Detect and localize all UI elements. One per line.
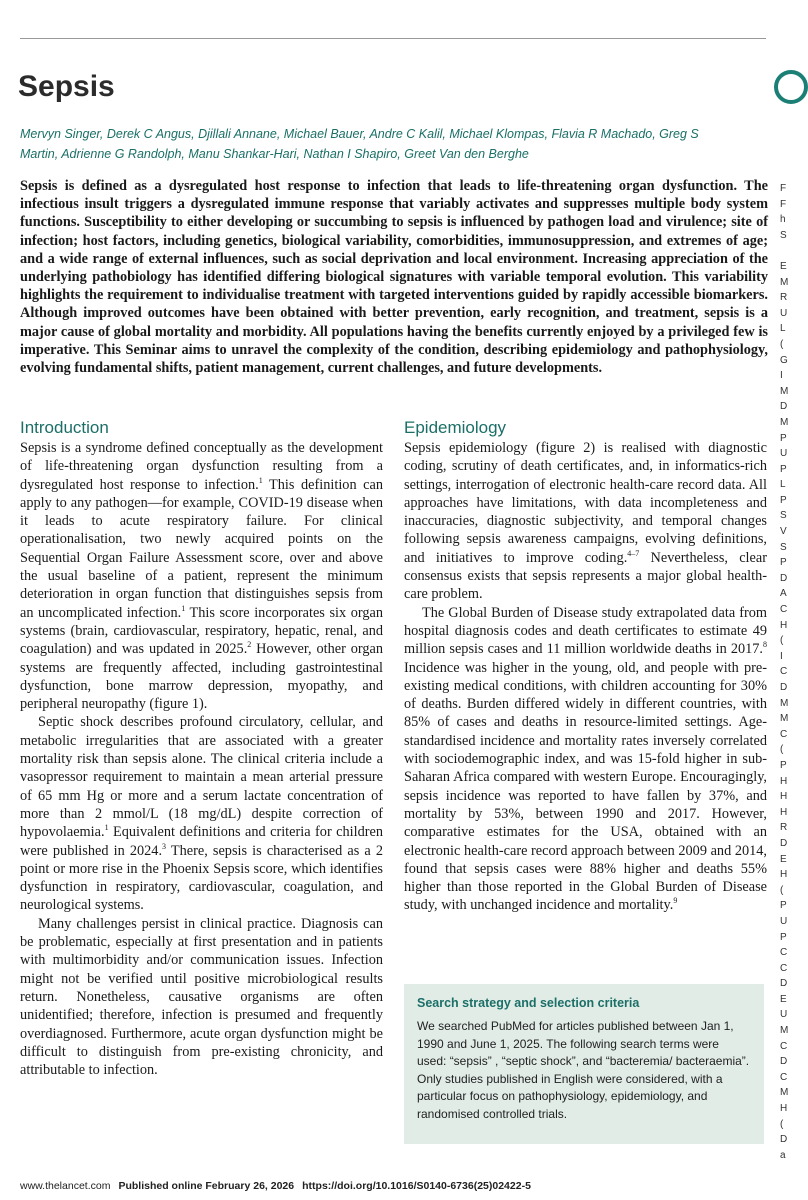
citation-ref[interactable]: 4–7: [627, 549, 640, 559]
margin-letter: V: [780, 526, 787, 538]
margin-column: [780, 181, 788, 1163]
margin-letter: M: [780, 1025, 789, 1037]
margin-letter: a: [780, 1149, 786, 1161]
margin-letter: R: [780, 822, 788, 834]
introduction-paragraph-1: Sepsis is a syndrome defined conceptually as the development of life-threatening organ dysfunction resulting from a dysregulated host response to infection.$^1$ This definition can apply to any pathogen—for example, COVID-19 disease when it leads to acute respiratory failure. For clinical operationalisation, two newly acquired points on the Sequential Organ Failure Assessment score, over and above the usual baseline of a patient, represent the minimum deterioration in organ function that distinguishes sepsis from an uncomplicated infection.$^1$ This score incorporates six organ systems (brain, cardiovascular, respiratory, hepatic, renal, and coagulation) and was updated in 2025.$^2$ However, other organ systems are frequently affected, including gastrointestinal dysfunction, bone marrow depression, myopathy, and peripheral neuropathy (figure 1).: [20, 440, 384, 713]
margin-letter: D: [780, 1134, 788, 1146]
margin-letter: E: [780, 993, 787, 1005]
epidemiology-section: [404, 418, 767, 915]
margin-letter: C: [780, 947, 788, 959]
citation-ref[interactable]: 1: [104, 823, 109, 833]
citation-ref[interactable]: 8: [763, 640, 767, 650]
journal-logo-icon: [774, 70, 808, 104]
introduction-section: [20, 418, 383, 1079]
margin-letter: H: [780, 791, 788, 803]
margin-letter: L: [780, 479, 786, 491]
margin-letter: M: [780, 1087, 789, 1099]
margin-letter: C: [780, 666, 788, 678]
citation-ref[interactable]: 9: [673, 896, 678, 906]
margin-letter: U: [780, 915, 788, 927]
margin-letter: F: [780, 183, 787, 194]
margin-letter: A: [780, 588, 787, 600]
margin-letter: S: [780, 541, 787, 553]
margin-letter: P: [780, 931, 787, 943]
margin-letter: (: [780, 744, 784, 756]
margin-letter: L: [780, 323, 786, 335]
margin-letter: H: [780, 869, 788, 881]
margin-letter: M: [780, 416, 789, 428]
margin-letter: D: [780, 401, 788, 413]
margin-letter: R: [780, 292, 788, 304]
author-list: Mervyn Singer, Derek C Angus, Djillali Annane, Michael Bauer, Andre C Kalil, Michael Klompas, Flavia R Machado, Greg S Martin, Adrienne G Randolph, Manu Shankar-Hari, Nathan I Shapiro, Greet Van den Berghe: [20, 127, 699, 161]
publication-date: Published online February 26, 2026: [118, 1180, 295, 1192]
margin-letter: C: [780, 962, 788, 974]
margin-letter: (: [780, 338, 784, 350]
margin-letter: P: [780, 432, 787, 444]
margin-letter: (: [780, 884, 784, 896]
citation-ref[interactable]: 1: [181, 603, 186, 613]
margin-letter: M: [780, 276, 789, 288]
header-rule: [20, 38, 766, 39]
introduction-heading: Introduction: [20, 418, 109, 437]
abstract: Sepsis is defined as a dysregulated host response to infection that leads to life-threatening organ dysfunction. The infectious insult triggers a dysregulated immune response that variably activates and suppresses multiple body system functions. Susceptibility to either developing or succumbing to sepsis is influenced by pathogen load and virulence; site of infection; host factors, including genetics, biological variability, comorbidities, immunosuppression, and extremes of age; and a wide range of external influences, such as social deprivation and local environment. Increasing appreciation of the underlying pathobiology has identified differing biological signatures with variable temporal evolution. This variability highlights the requirement to individualise treatment with targeted interventions guided by rapidly accessible biomarkers. Although improved outcomes have been obtained with better prevention, early recognition, and treatment, sepsis is a major cause of global mortality and morbidity. All populations having the benefits currently enjoyed by a privileged few is imperative. This Seminar aims to unravel the complexity of the condition, describing epidemiology and pathophysiology, evolving fundamental shifts, patient management, current challenges, and future developments.: [20, 178, 768, 377]
margin-letter: C: [780, 604, 788, 616]
search-strategy-text: We searched PubMed for articles published between Jan 1, 1990 and June 1, 2025. The following search terms were used: “sepsis” , “septic shock”, and “bacteremia/ bacteraemia”. Only studies published in English were considered, with a particular focus on pathophysiology, epidemiology, and randomised controlled trials.: [417, 1019, 750, 1121]
margin-letter: H: [780, 1103, 788, 1115]
margin-letter: M: [780, 697, 789, 709]
margin-letter: D: [780, 1056, 788, 1068]
epidemiology-paragraph-1: Sepsis epidemiology (figure 2) is realised with diagnostic coding, scrutiny of death certificates, and, in informatics-rich settings, interrogation of electronic health-care record data. All approaches have limitations, with data incompleteness and inaccuracies, diagnostic subjectivity, and temporal changes following sepsis awareness campaigns, evolving definitions, and initiatives to improve coding.$^{4-7}$ Nevertheless, clear consensus exists that sepsis represents a major global health-care problem.: [404, 440, 767, 603]
margin-letter: U: [780, 307, 788, 319]
margin-letter: E: [780, 260, 787, 272]
margin-letter: D: [780, 682, 788, 693]
journal-website-link[interactable]: www.thelancet.com: [20, 1180, 111, 1192]
page-footer: [20, 1180, 531, 1192]
article-title: Sepsis: [18, 70, 115, 103]
margin-letter: P: [780, 900, 787, 912]
margin-letter: M: [780, 713, 789, 725]
margin-letter: I: [780, 650, 783, 662]
margin-letter: M: [780, 385, 789, 397]
margin-letter: C: [780, 728, 788, 740]
margin-letter: D: [780, 837, 788, 849]
epidemiology-paragraph-2: The Global Burden of Disease study extrapolated data from hospital diagnosis codes and death certificates to estimate 49 million sepsis cases and 11 million worldwide deaths in 2017.$^8$ Incidence was higher in the young, old, and people with pre-existing medical conditions, with children accounting for 30% of deaths. Burden differed widely in different countries, with 85% of cases and deaths in resource-limited settings. Age-standardised incidence and mortality rates inversely correlated with sociodemographic index, and was 15-fold higher in sub-Saharan Africa compared with western Europe. Encouragingly, sepsis incidence was reported to have fallen by 37%, and mortality by 53%, between 1990 and 2017. However, comparative estimates for the USA, obtained with an electronic health-care record approach between 2009 and 2014, found that sepsis cases were 88% higher and deaths 55% higher than those reported in the Global Burden of Disease study, with unchanged incidence and mortality.$^9$: [404, 604, 767, 914]
margin-letter: P: [780, 557, 787, 569]
introduction-paragraph-2: Septic shock describes profound circulatory, cellular, and metabolic irregularities that are associated with a greater mortality risk than sepsis alone. The clinical criteria include a vasopressor requirement to maintain a mean arterial pressure of 65 mm Hg or more and a serum lactate concentration of more than 2 mmol/L (18 mg/dL) despite correction of hypovolaemia.$^1$ Equivalent definitions and criteria for children were published in 2024.$^3$ There, sepsis is characterised as a 2 point or more rise in the Phoenix Sepsis score, which identifies dysfunction in respiratory, cardiovascular, coagulation, and neurological systems.: [20, 714, 383, 914]
margin-letter: [780, 243, 788, 259]
margin-letter: P: [780, 494, 787, 506]
margin-letter: P: [780, 463, 787, 475]
margin-letter: H: [780, 806, 788, 818]
margin-letter: C: [780, 1071, 788, 1083]
margin-letter: P: [780, 759, 787, 771]
margin-letter: H: [780, 619, 788, 631]
margin-letter: S: [780, 510, 787, 522]
epidemiology-heading: Epidemiology: [404, 418, 507, 437]
margin-letter: C: [780, 1040, 788, 1052]
margin-letter: D: [780, 572, 788, 584]
search-strategy-title: Search strategy and selection criteria: [417, 996, 640, 1010]
citation-ref[interactable]: 2: [247, 640, 252, 650]
margin-letter: D: [780, 978, 788, 990]
margin-letter: E: [780, 853, 787, 865]
margin-letter: G: [780, 354, 788, 366]
margin-letter: H: [780, 775, 788, 787]
margin-letter: (: [780, 1118, 784, 1130]
margin-letter: S: [780, 229, 787, 241]
introduction-paragraph-3: Many challenges persist in clinical practice. Diagnosis can be problematic, especially at first presentation and in patients with multimorbidity and/or communication issues. Infection might not be verified until positive microbiological results return. Nonetheless, causative organisms are often unidentified; therefore, infection is presumed and frequently overdiagnosed. Furthermore, acute organ dysfunction might be difficult to distinguish from pre-existing chronicity, and attributable to infection.: [20, 915, 383, 1079]
citation-ref[interactable]: 1: [258, 475, 263, 485]
doi-link[interactable]: https://doi.org/10.1016/S0140-6736(25)02422-5: [302, 1180, 531, 1192]
margin-letter: I: [780, 370, 783, 382]
citation-ref[interactable]: 3: [162, 841, 167, 851]
margin-letter: h: [780, 214, 786, 226]
margin-letter: U: [780, 1009, 788, 1021]
search-strategy-box: [404, 984, 764, 1144]
margin-letter: F: [780, 198, 787, 210]
margin-letter: (: [780, 635, 784, 647]
margin-letter: U: [780, 448, 788, 460]
